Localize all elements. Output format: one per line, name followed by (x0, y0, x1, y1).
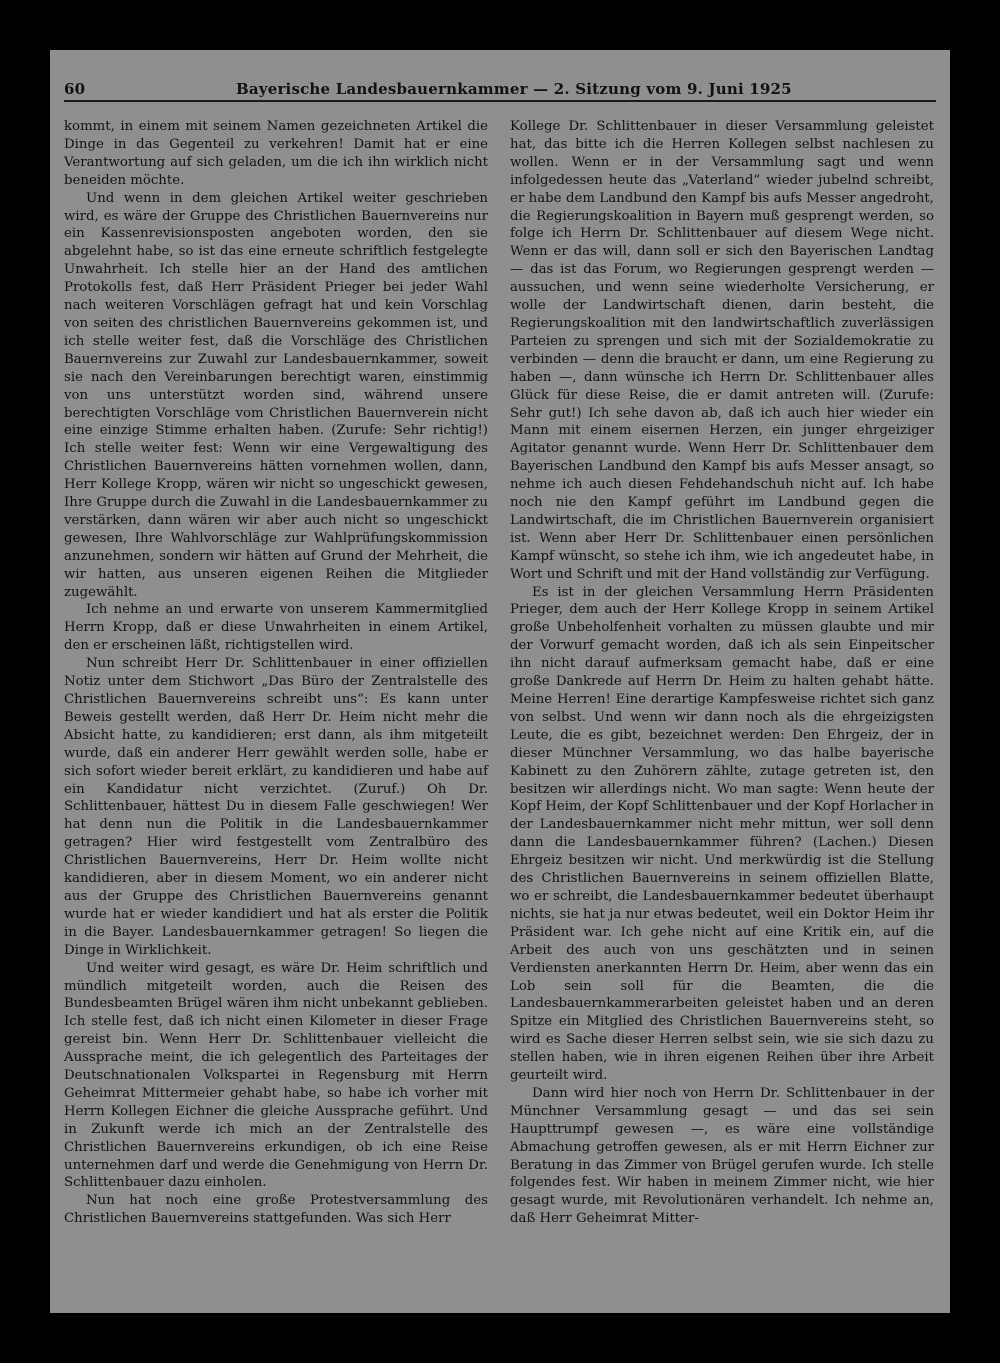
paragraph: Nun schreibt Herr Dr. Schlittenbauer in einer offiziellen Notiz unter dem Stichwort „Das Büro der Zentralstelle des Christlichen Bauernvereins schreibt uns“: Es kann unter Beweis gestellt werden, daß Herr Dr. Heim nicht mehr die Absicht hatte, zu kandidieren; erst dann, als ihm mitgeteilt wurde, daß ein anderer Herr gewählt werden solle, habe er sich sofort wieder bereit erklärt, zu kandidieren und habe auf ein Kandidatur nicht verzichtet. (Zuruf.) Oh Dr. Schlittenbauer, hättest Du in diesem Falle geschwiegen! Wer hat denn nun die Politik in die Landesbauernkammer getragen? Hier wird festgestellt vom Zentralbüro des Christlichen Bauernvereins, Herr Dr. Heim wollte nicht kandidieren, aber in diesem Moment, wo ein anderer nicht aus der Gruppe des Christlichen Bauernvereins genannt wurde hat er wieder kandidiert und hat als erster die Politik in die Bayer. Landesbauernkammer getragen! So liegen die Dinge in Wirklichkeit. (64, 656, 488, 958)
right-column (510, 118, 934, 1228)
paragraph: Und wenn in dem gleichen Artikel weiter geschrieben wird, es wäre der Gruppe des Christlichen Bauernvereins nur ein Kassenrevisionsposten angeboten worden, den sie abgelehnt habe, so ist das eine erneute schriftlich festgelegte Unwahrheit. Ich stelle hier an der Hand des amtlichen Protokolls fest, daß Herr Präsident Prieger bei jeder Wahl nach weiteren Vorschlägen gefragt hat und kein Vorschlag von seiten des christlichen Bauernvereins gekommen ist, und ich stelle weiter fest, daß die Vorschläge des Christlichen Bauernvereins zur Zuwahl zur Landesbauernkammer, soweit sie nach den Vereinbarungen berechtigt waren, einstimmig von uns unterstützt worden sind, während unsere berechtigten Vorschläge vom Christlichen Bauernverein nicht eine einzige Stimme erhalten haben. (Zurufe: Sehr richtig!) Ich stelle weiter fest: Wenn wir eine Vergewaltigung des Christlichen Bauernvereins hätten vornehmen wollen, dann, Herr Kollege Kropp, wären wir nicht so ungeschickt gewesen, Ihre Gruppe durch die Zuwahl in die Landesbauernkammer zu verstärken, dann wären wir aber auch nicht so ungeschickt gewesen, Ihre Wahlvorschläge zur Wahlprüfungskommission anzunehmen, sondern wir hätten auf Grund der Mehrheit, die wir hatten, aus unseren eigenen Reihen die Mitglieder zugewählt. (64, 190, 488, 600)
document-page (50, 50, 950, 1313)
header-rule (64, 100, 936, 102)
paragraph: Ich nehme an und erwarte von unserem Kammermitglied Herrn Kropp, daß er diese Unwahrheiten in einem Artikel, den er erscheinen läßt, richtigstellen wird. (64, 602, 488, 654)
paragraph: kommt, in einem mit seinem Namen gezeichneten Artikel die Dinge in das Gegenteil zu verkehren! Damit hat er eine Verantwortung auf sich geladen, um die ich ihn wirklich nicht beneiden möchte. (64, 119, 488, 188)
paragraph: Nun hat noch eine große Protestversammlung des Christlichen Bauernvereins stattgefunden. Was sich Herr (64, 1193, 488, 1227)
paragraph: Und weiter wird gesagt, es wäre Dr. Heim schriftlich und mündlich mitgeteilt worden, auch die Reisen des Bundesbeamten Brügel wären ihm nicht unbekannt geblieben. Ich stelle fest, daß ich nicht einen Kilometer in dieser Frage gereist bin. Wenn Herr Dr. Schlittenbauer vielleicht die Aussprache meint, die ich gelegentlich des Parteitages der Deutschnationalen Volkspartei in Regensburg mit Herrn Geheimrat Mittermeier gehabt habe, so habe ich vorher mit Herrn Kollegen Eichner die gleiche Aussprache geführt. Und in Zukunft werde ich mich an der Zentralstelle des Christlichen Bauernvereins erkundigen, ob ich eine Reise unternehmen darf und werde die Genehmigung von Herrn Dr. Schlittenbauer dazu einholen. (64, 960, 488, 1191)
left-column (64, 118, 488, 1228)
paragraph: Dann wird hier noch von Herrn Dr. Schlittenbauer in der Münchner Versammlung gesagt — und das sei sein Haupttrumpf gewesen —, es wäre eine vollständige Abmachung getroffen gewesen, als er mit Herrn Eichner zur Beratung in das Zimmer von Brügel gerufen wurde. Ich stelle folgendes fest. Wir haben in meinem Zimmer nicht, wie hier gesagt wurde, mit Revolutionären verhandelt. Ich nehme an, daß Herr Geheimrat Mitter- (510, 1085, 934, 1227)
paragraph: Kollege Dr. Schlittenbauer in dieser Versammlung geleistet hat, das bitte ich die Herren Kollegen selbst nachlesen zu wollen. Wenn er in der Versammlung sagt und wenn infolgedessen heute das „Vaterland“ wieder jubelnd schreibt, er habe dem Landbund den Kampf bis aufs Messer angedroht, die Regierungskoalition in Bayern muß gesprengt werden, so folge ich Herrn Dr. Schlittenbauer auf diesem Wege nicht. Wenn er das will, dann soll er sich den Bayerischen Landtag — das ist das Forum, wo Regierungen gesprengt werden — aussuchen, und wenn seine wiederholte Versicherung, er wolle der Landwirtschaft dienen, darin besteht, die Regierungskoalition mit den landwirtschaftlich zuverlässigen Parteien zu sprengen und sich mit der Sozialdemokratie zu verbinden — denn die braucht er dann, um eine Regierung zu haben —, dann wünsche ich Herrn Dr. Schlittenbauer alles Glück für diese Reise, die er damit antreten will. (Zurufe: Sehr gut!) Ich sehe davon ab, daß ich auch hier wieder ein Mann mit einem eisernen Herzen, ein junger ehrgeiziger Agitator genannt wurde. Wenn Herr Dr. Schlittenbauer dem Bayerischen Landbund den Kampf bis aufs Messer ansagt, so nehme ich auch diesen Fehdehandschuh nicht auf. Ich habe noch nie den Kampf geführt im Landbund gegen die Landwirtschaft, die im Christlichen Bauernverein organisiert ist. Wenn aber Herr Dr. Schlittenbauer einen persönlichen Kampf wünscht, so stehe ich ihm, wie ich angedeutet habe, in Wort und Schrift und mit der Hand vollständig zur Verfügung. (510, 119, 934, 582)
running-title: Bayerische Landesbauernkammer — 2. Sitzung vom 9. Juni 1925 (236, 80, 792, 98)
page-number: 60 (64, 80, 86, 98)
paragraph: Es ist in der gleichen Versammlung Herrn Präsidenten Prieger, dem auch der Herr Kollege Kropp in seinem Artikel große Unbeholfenheit vorhalten zu müssen glaubte und mir der Vorwurf gemacht worden, daß ich als sein Einpeitscher ihn nicht darauf aufmerksam gemacht habe, daß er eine große Dankrede auf Herrn Dr. Heim zu halten gehabt hätte. Meine Herren! Eine derartige Kampfesweise richtet sich ganz von selbst. Und wenn wir dann noch als die ehrgeizigsten Leute, die es gibt, bezeichnet werden: Den Ehrgeiz, der in dieser Münchner Versammlung, wo das halbe bayerische Kabinett zu den Zuhörern zählte, zutage getreten ist, den besitzen wir allerdings nicht. Wo man sagte: Wenn heute der Kopf Heim, der Kopf Schlittenbauer und der Kopf Horlacher in der Landesbauernkammer nicht mehr mittun, wer soll denn dann die Landesbauernkammer führen? (Lachen.) Diesen Ehrgeiz besitzen wir nicht. Und merkwürdig ist die Stellung des Christlichen Bauernvereins in seinem offiziellen Blatte, wo er schreibt, die Landesbauernkammer bedeutet überhaupt nichts, sie hat ja nur etwas bedeutet, weil ein Doktor Heim ihr Präsident war. Ich gehe nicht auf eine Kritik ein, auf die Arbeit des auch von uns geschätzten und in seinen Verdiensten anerkannten Herrn Dr. Heim, aber wenn das ein Lob sein soll für die Beamten, die die Landesbauernkammerarbeiten geleistet haben und an deren Spitze ein Mitglied des Christlichen Bauernvereins steht, so wird es Sache dieser Herren selbst sein, wie sie sich dazu zu stellen haben, wie in ihren eigenen Reihen über ihre Arbeit geurteilt wird. (510, 584, 934, 1084)
